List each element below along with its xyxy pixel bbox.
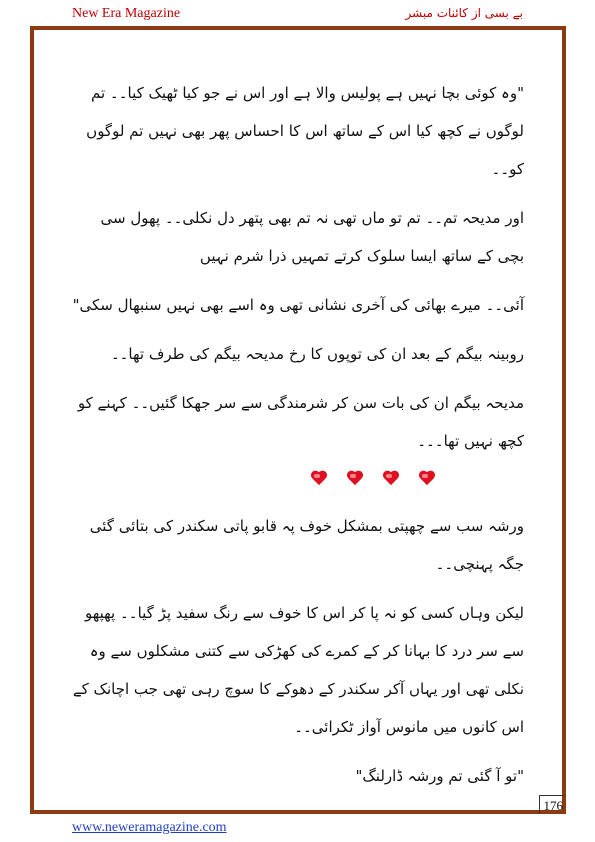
- heart-icon: [418, 471, 436, 487]
- paragraph: "تو آ گئی تم ورشہ ڈارلنگ": [355, 767, 524, 785]
- paragraph: لیکن وہاں کسی کو نہ پا کر اس کا خوف سے رنگ سفید پڑ گیا۔۔ پھپھو سے سر درد کا بہانا کر کے کمرے کی کھڑکی سے کتنی مشکلوں سے وہ نکلی تھی اور یہاں آکر سکندر کے دھوکے کا سوچ رہی تھی جب اچانک کے اس کانوں میں مانوس آواز ٹکرائی۔۔: [72, 604, 524, 736]
- heart-icon: [346, 471, 364, 487]
- page-number: 176: [539, 795, 566, 814]
- paragraph: "وہ کوئی بچا نہیں ہے پولیس والا ہے اور اس نے جو کیا ٹھیک کیا۔۔ تم لوگوں نے کچھ کیا اس کے ساتھ اس کا احساس پھر بھی نہیں تم لوگوں کو۔۔: [86, 84, 524, 178]
- paragraph: روبینہ بیگم کے بعد ان کی توپوں کا رخ مدیحہ بیگم کی طرف تھا۔۔: [110, 345, 524, 363]
- paragraph: آئی۔۔ میرے بھائی کی آخری نشانی تھی وہ اسے بھی نہیں سنبھال سکی": [72, 296, 524, 314]
- paragraph: مدیحہ بیگم ان کی بات سن کر شرمندگی سے سر جھکا گئیں۔۔ کہنے کو کچھ نہیں تھا۔۔۔: [77, 394, 524, 450]
- paragraph: ورشہ سب سے چھپتی بمشکل خوف پہ قابو پاتی سکندر کی بتائی گئی جگہ پہنچی۔۔: [89, 517, 524, 573]
- heart-divider: [222, 471, 524, 487]
- paragraph: اور مدیحہ تم۔۔ تم تو ماں تھی نہ تم بھی پتھر دل نکلی۔۔ پھول سی بچی کے ساتھ ایسا سلوک کرتے تمہیں ذرا شرم نہیں: [100, 209, 524, 265]
- magazine-name: New Era Magazine: [72, 6, 181, 21]
- story-title: بے بسی از کائنات مبشر: [405, 6, 523, 20]
- heart-icon: [310, 471, 328, 487]
- heart-icon: [382, 471, 400, 487]
- article-body: [72, 74, 524, 806]
- website-link[interactable]: www.neweramagazine.com: [72, 820, 227, 835]
